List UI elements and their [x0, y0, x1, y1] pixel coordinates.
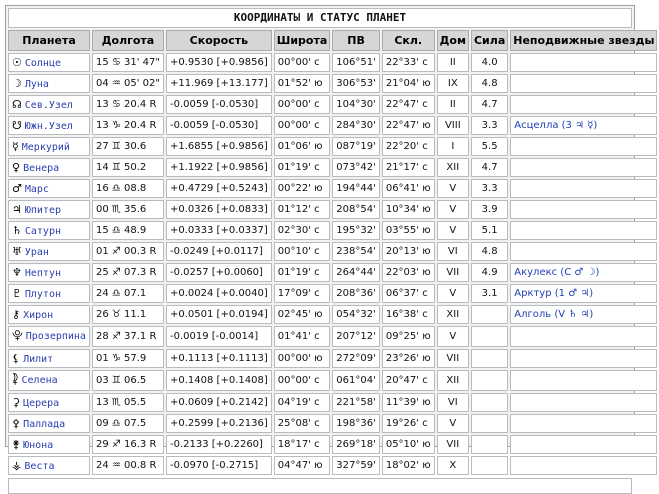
latitude-cell: 01°06' ю: [274, 137, 331, 156]
speed-cell: -0.0257 [+0.0060]: [166, 263, 272, 282]
table-row: [8, 414, 657, 433]
planet-name-cell[interactable]: [8, 393, 90, 412]
header-fixed-stars: Неподвижные звезды: [510, 30, 657, 51]
right-ascension-cell: 208°54': [332, 200, 380, 219]
planet-name-cell[interactable]: [8, 137, 90, 156]
table-row: [8, 179, 657, 198]
table-row: [8, 137, 657, 156]
right-ascension-cell: 073°42': [332, 158, 380, 177]
speed-cell: -0.2133 [+0.2260]: [166, 435, 272, 454]
declination-cell: 16°38' с: [382, 305, 435, 324]
table-row: [8, 53, 657, 72]
planet-name-label[interactable]: Паллада: [23, 419, 66, 430]
house-cell: V: [437, 284, 469, 303]
table-row: [8, 393, 657, 412]
power-cell: 4.8: [471, 74, 508, 93]
declination-cell: 21°04' ю: [382, 74, 435, 93]
planet-name-label[interactable]: Юпитер: [24, 205, 61, 216]
header-house: Дом: [437, 30, 469, 51]
house-cell: II: [437, 95, 469, 114]
fixed-star-cell: [510, 74, 657, 93]
power-cell: 3.1: [471, 284, 508, 303]
right-ascension-cell: 194°44': [332, 179, 380, 198]
fixed-star-cell: [510, 456, 657, 475]
longitude-cell: 26 ♉ 11.1: [92, 305, 164, 324]
longitude-cell: 13 ♑ 20.4 R: [92, 116, 164, 135]
latitude-cell: 00°00' с: [274, 370, 331, 391]
right-ascension-cell: 198°36': [332, 414, 380, 433]
planet-name-cell[interactable]: [8, 116, 90, 135]
power-cell: [471, 414, 508, 433]
header-declination: Скл.: [382, 30, 435, 51]
power-cell: 5.1: [471, 221, 508, 240]
speed-cell: +0.4729 [+0.5243]: [166, 179, 272, 198]
planet-name-label[interactable]: Юнона: [23, 440, 54, 451]
table-row: [8, 284, 657, 303]
latitude-cell: 00°22' ю: [274, 179, 331, 198]
right-ascension-cell: 208°36': [332, 284, 380, 303]
right-ascension-cell: 087°19': [332, 137, 380, 156]
planet-glyph-icon: ☿: [12, 140, 19, 153]
house-cell: V: [437, 179, 469, 198]
planet-name-label[interactable]: Плутон: [24, 289, 61, 300]
right-ascension-cell: 054°32': [332, 305, 380, 324]
planet-name-cell[interactable]: [8, 326, 90, 347]
header-longitude: Долгота: [92, 30, 164, 51]
latitude-cell: 01°52' ю: [274, 74, 331, 93]
speed-cell: +0.0024 [+0.0040]: [166, 284, 272, 303]
speed-cell: +11.969 [+13.177]: [166, 74, 272, 93]
power-cell: [471, 370, 508, 391]
declination-cell: 03°55' ю: [382, 221, 435, 240]
power-cell: 4.7: [471, 158, 508, 177]
latitude-cell: 02°30' с: [274, 221, 331, 240]
planet-name-label[interactable]: Прозерпина: [25, 331, 86, 342]
longitude-cell: 14 ♊ 50.2: [92, 158, 164, 177]
planet-name-label[interactable]: Марс: [24, 184, 49, 195]
planet-glyph-icon: ♀: [12, 161, 21, 174]
fixed-star-cell: [510, 326, 657, 347]
power-cell: 3.9: [471, 200, 508, 219]
house-cell: V: [437, 200, 469, 219]
house-cell: VII: [437, 435, 469, 454]
longitude-cell: 25 ♐ 07.3 R: [92, 263, 164, 282]
planet-name-cell[interactable]: [8, 200, 90, 219]
header-latitude: Широта: [274, 30, 331, 51]
latitude-cell: 01°41' с: [274, 326, 331, 347]
power-cell: [471, 326, 508, 347]
planet-glyph-icon: ♄: [12, 224, 22, 237]
table-row: [8, 456, 657, 475]
latitude-cell: 01°19' с: [274, 263, 331, 282]
right-ascension-cell: 264°44': [332, 263, 380, 282]
latitude-cell: 18°17' с: [274, 435, 331, 454]
declination-cell: 06°37' с: [382, 284, 435, 303]
planet-name-cell[interactable]: [8, 53, 90, 72]
power-cell: 4.8: [471, 242, 508, 261]
planet-glyph-icon: ⚴: [12, 417, 21, 430]
house-cell: VII: [437, 263, 469, 282]
planet-glyph-icon: ☊: [12, 98, 22, 111]
planet-table: [6, 28, 659, 477]
declination-cell: 20°47' с: [382, 370, 435, 391]
declination-cell: 22°20' с: [382, 137, 435, 156]
speed-cell: +0.0326 [+0.0833]: [166, 200, 272, 219]
speed-cell: -0.0059 [-0.0530]: [166, 95, 272, 114]
speed-cell: -0.0249 [+0.0117]: [166, 242, 272, 261]
speed-cell: -0.0970 [-0.2715]: [166, 456, 272, 475]
table-row: [8, 116, 657, 135]
planet-name-label[interactable]: Нептун: [24, 268, 61, 279]
right-ascension-cell: 207°12': [332, 326, 380, 347]
latitude-cell: 00°00' с: [274, 53, 331, 72]
house-cell: II: [437, 53, 469, 72]
table-row: [8, 95, 657, 114]
planet-glyph-icon: ♂: [12, 182, 22, 195]
table-row: [8, 74, 657, 93]
speed-cell: +1.6855 [+0.9856]: [166, 137, 272, 156]
right-ascension-cell: 272°09': [332, 349, 380, 368]
planet-name-label[interactable]: Луна: [24, 79, 49, 90]
planet-name-cell[interactable]: [8, 221, 90, 240]
speed-cell: +0.0609 [+0.2142]: [166, 393, 272, 412]
latitude-cell: 25°08' с: [274, 414, 331, 433]
planet-status-panel: [5, 5, 655, 472]
planet-name-label[interactable]: Южн.Узел: [24, 121, 73, 132]
latitude-cell: 00°00' ю: [274, 349, 331, 368]
house-cell: XII: [437, 305, 469, 324]
longitude-cell: 29 ♐ 16.3 R: [92, 435, 164, 454]
speed-cell: +0.1113 [+0.1113]: [166, 349, 272, 368]
table-header-row: [8, 30, 657, 51]
fixed-star-cell[interactable]: Асцелла (3 ♃ ☿): [510, 116, 657, 135]
house-cell: VI: [437, 242, 469, 261]
declination-cell: 19°26' с: [382, 414, 435, 433]
right-ascension-cell: 284°30': [332, 116, 380, 135]
right-ascension-cell: 106°51': [332, 53, 380, 72]
longitude-cell: 00 ♏ 35.6: [92, 200, 164, 219]
right-ascension-cell: 327°59': [332, 456, 380, 475]
panel-title: КООРДИНАТЫ И СТАТУС ПЛАНЕТ: [8, 8, 632, 28]
power-cell: 3.3: [471, 116, 508, 135]
planet-glyph-icon: ⚸: [12, 352, 21, 365]
declination-cell: 23°26' ю: [382, 349, 435, 368]
speed-cell: +0.1408 [+0.1408]: [166, 370, 272, 391]
table-row: [8, 158, 657, 177]
table-row: [8, 263, 657, 282]
power-cell: [471, 393, 508, 412]
longitude-cell: 09 ♎ 07.5: [92, 414, 164, 433]
fixed-star-cell: [510, 435, 657, 454]
planet-name-cell[interactable]: [8, 95, 90, 114]
declination-cell: 11°39' ю: [382, 393, 435, 412]
house-cell: VII: [437, 349, 469, 368]
latitude-cell: 00°00' с: [274, 116, 331, 135]
longitude-cell: 13 ♏ 05.5: [92, 393, 164, 412]
power-cell: [471, 349, 508, 368]
fixed-star-cell: [510, 393, 657, 412]
declination-cell: 22°47' с: [382, 95, 435, 114]
planet-name-cell[interactable]: [8, 263, 90, 282]
longitude-cell: 04 ♒ 05' 02": [92, 74, 164, 93]
planet-glyph-icon: ⚷: [12, 308, 21, 321]
right-ascension-cell: 306°53': [332, 74, 380, 93]
fixed-star-cell[interactable]: Алголь (V ♄ ♃): [510, 305, 657, 324]
latitude-cell: 00°00' с: [274, 95, 331, 114]
latitude-cell: 01°19' с: [274, 158, 331, 177]
planet-glyph-icon: ♃: [12, 203, 22, 216]
declination-cell: 22°33' с: [382, 53, 435, 72]
power-cell: 4.7: [471, 95, 508, 114]
power-cell: 4.9: [471, 263, 508, 282]
planet-name-cell[interactable]: [8, 179, 90, 198]
planet-name-cell[interactable]: [8, 370, 90, 391]
longitude-cell: 13 ♋ 20.4 R: [92, 95, 164, 114]
speed-cell: +0.0333 [+0.0337]: [166, 221, 272, 240]
house-cell: IX: [437, 74, 469, 93]
planet-glyph-icon: ⯓: [12, 329, 23, 342]
speed-cell: +0.9530 [+0.9856]: [166, 53, 272, 72]
declination-cell: 20°13' ю: [382, 242, 435, 261]
longitude-cell: 15 ♎ 48.9: [92, 221, 164, 240]
table-row: [8, 349, 657, 368]
longitude-cell: 15 ♋ 31' 47": [92, 53, 164, 72]
fixed-star-cell[interactable]: Арктур (1 ♂ ♃): [510, 284, 657, 303]
planet-name-cell[interactable]: [8, 435, 90, 454]
planet-name-cell[interactable]: [8, 284, 90, 303]
declination-cell: 09°25' ю: [382, 326, 435, 347]
speed-cell: -0.0019 [-0.0014]: [166, 326, 272, 347]
planet-name-cell[interactable]: [8, 349, 90, 368]
planet-glyph-icon: ♅: [12, 245, 22, 258]
latitude-cell: 04°47' ю: [274, 456, 331, 475]
planet-glyph-icon: ⚵: [12, 438, 21, 451]
declination-cell: 18°02' ю: [382, 456, 435, 475]
power-cell: [471, 435, 508, 454]
table-row: [8, 370, 657, 391]
power-cell: [471, 305, 508, 324]
declination-cell: 22°47' ю: [382, 116, 435, 135]
planet-name-cell[interactable]: [8, 414, 90, 433]
speed-cell: +1.1922 [+0.9856]: [166, 158, 272, 177]
table-row: [8, 435, 657, 454]
table-row: [8, 242, 657, 261]
house-cell: VIII: [437, 116, 469, 135]
fixed-star-cell: [510, 221, 657, 240]
header-speed: Скорость: [166, 30, 272, 51]
latitude-cell: 02°45' ю: [274, 305, 331, 324]
speed-cell: +0.0501 [+0.0194]: [166, 305, 272, 324]
house-cell: V: [437, 414, 469, 433]
planet-name-cell[interactable]: [8, 158, 90, 177]
power-cell: [471, 456, 508, 475]
planet-glyph-icon: ☉: [12, 56, 22, 69]
house-cell: X: [437, 456, 469, 475]
house-cell: I: [437, 137, 469, 156]
fixed-star-cell: [510, 137, 657, 156]
planet-name-cell[interactable]: [8, 456, 90, 475]
table-row: [8, 221, 657, 240]
fixed-star-cell: [510, 414, 657, 433]
speed-cell: +0.2599 [+0.2136]: [166, 414, 272, 433]
latitude-cell: 00°10' с: [274, 242, 331, 261]
planet-name-label[interactable]: Веста: [24, 461, 55, 472]
table-row: [8, 326, 657, 347]
table-row: [8, 200, 657, 219]
planet-glyph-icon: ⚶: [12, 459, 22, 472]
latitude-cell: 17°09' с: [274, 284, 331, 303]
longitude-cell: 27 ♊ 30.6: [92, 137, 164, 156]
planet-name-label[interactable]: Хирон: [23, 310, 54, 321]
planet-name-cell[interactable]: [8, 74, 90, 93]
planet-name-label[interactable]: Лилит: [23, 354, 54, 365]
power-cell: 4.0: [471, 53, 508, 72]
planet-name-label[interactable]: Венера: [23, 163, 60, 174]
power-cell: 5.5: [471, 137, 508, 156]
right-ascension-cell: 104°30': [332, 95, 380, 114]
planet-glyph-icon: ♇: [12, 287, 22, 300]
fixed-star-cell: [510, 53, 657, 72]
house-cell: V: [437, 326, 469, 347]
longitude-cell: 24 ♒ 00.8 R: [92, 456, 164, 475]
fixed-star-cell[interactable]: Акулекс (C ♂ ☽): [510, 263, 657, 282]
header-right-ascension: ПВ: [332, 30, 380, 51]
house-cell: V: [437, 221, 469, 240]
latitude-cell: 04°19' с: [274, 393, 331, 412]
planet-glyph-icon: ☽: [12, 77, 22, 90]
planet-name-label[interactable]: Сатурн: [24, 226, 61, 237]
declination-cell: 21°17' с: [382, 158, 435, 177]
longitude-cell: 24 ♎ 07.1: [92, 284, 164, 303]
fixed-star-cell: [510, 95, 657, 114]
longitude-cell: 01 ♑ 57.9: [92, 349, 164, 368]
fixed-star-cell: [510, 200, 657, 219]
planet-glyph-icon: ♆: [12, 266, 22, 279]
house-cell: VI: [437, 393, 469, 412]
planet-name-label[interactable]: Церера: [23, 398, 60, 409]
longitude-cell: 03 ♊ 06.5: [92, 370, 164, 391]
planet-glyph-icon: ⚳: [12, 396, 21, 409]
fixed-star-cell: [510, 349, 657, 368]
planet-name-label[interactable]: Сев.Узел: [24, 100, 73, 111]
planet-name-label[interactable]: Уран: [24, 247, 49, 258]
right-ascension-cell: 238°54': [332, 242, 380, 261]
right-ascension-cell: 195°32': [332, 221, 380, 240]
longitude-cell: 16 ♎ 08.8: [92, 179, 164, 198]
house-cell: XII: [437, 158, 469, 177]
declination-cell: 22°03' ю: [382, 263, 435, 282]
longitude-cell: 01 ♐ 00.3 R: [92, 242, 164, 261]
right-ascension-cell: 061°04': [332, 370, 380, 391]
fixed-star-cell: [510, 242, 657, 261]
right-ascension-cell: 221°58': [332, 393, 380, 412]
planet-name-cell[interactable]: [8, 242, 90, 261]
declination-cell: 06°41' ю: [382, 179, 435, 198]
planet-name-label[interactable]: Солнце: [24, 58, 61, 69]
table-row: [8, 305, 657, 324]
planet-glyph-icon: ☋: [12, 119, 22, 132]
fixed-star-cell: [510, 370, 657, 391]
right-ascension-cell: 269°18': [332, 435, 380, 454]
speed-cell: -0.0059 [-0.0530]: [166, 116, 272, 135]
planet-glyph-icon: ⯝: [12, 373, 19, 386]
declination-cell: 10°34' ю: [382, 200, 435, 219]
fixed-star-cell: [510, 179, 657, 198]
longitude-cell: 28 ♐ 37.1 R: [92, 326, 164, 347]
header-planet: Планета: [8, 30, 90, 51]
latitude-cell: 01°12' с: [274, 200, 331, 219]
header-power: Сила: [471, 30, 508, 51]
planet-name-label[interactable]: Селена: [21, 375, 58, 386]
declination-cell: 05°10' ю: [382, 435, 435, 454]
planet-name-label[interactable]: Меркурий: [21, 142, 70, 153]
house-cell: XII: [437, 370, 469, 391]
power-cell: 3.3: [471, 179, 508, 198]
fixed-star-cell: [510, 158, 657, 177]
planet-name-cell[interactable]: [8, 305, 90, 324]
table-footer: [8, 478, 632, 494]
